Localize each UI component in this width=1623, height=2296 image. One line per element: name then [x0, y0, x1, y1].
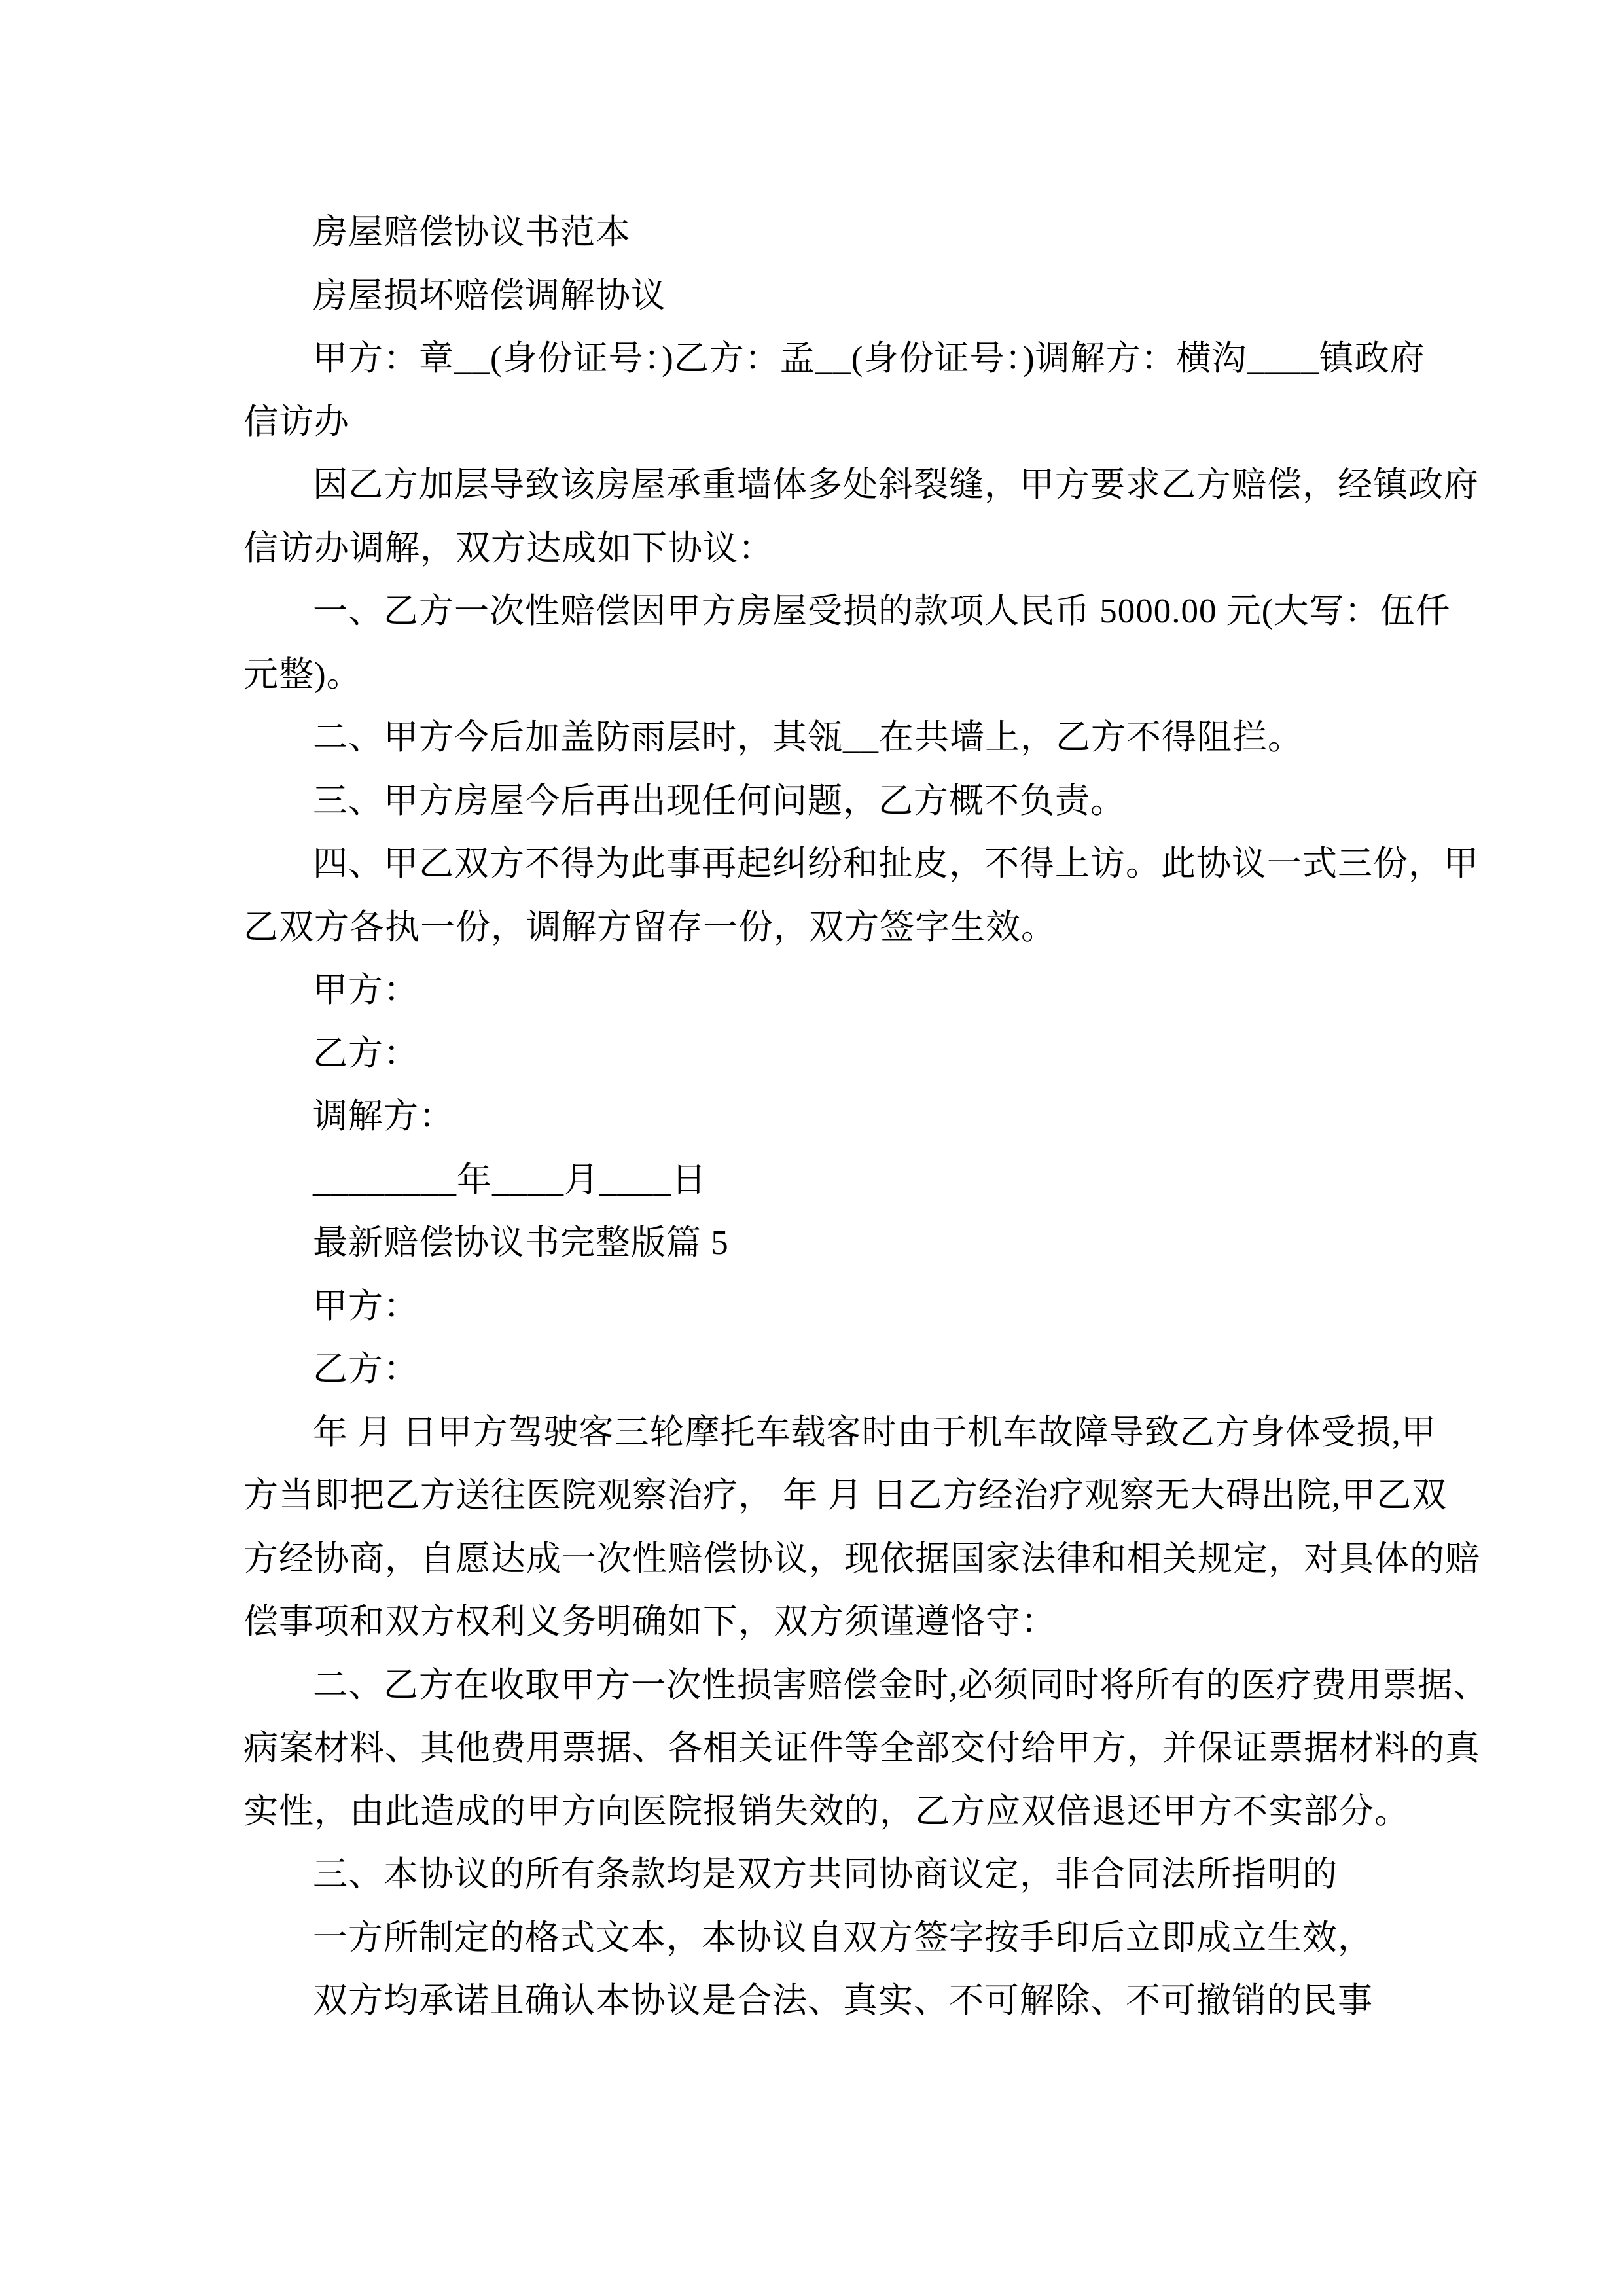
document-line: ________年____月____日 [313, 1160, 707, 1199]
document-line: 方当即把乙方送往医院观察治疗， 年 月 日乙方经治疗观察无大碍出院,甲乙双 [243, 1477, 1447, 1515]
document-line: 房屋损坏赔偿调解协议 [313, 276, 666, 315]
document-line: 信访办 [243, 403, 349, 441]
document-line: 实性，由此造成的甲方向医院报销失效的，乙方应双倍退还甲方不实部分。 [243, 1792, 1410, 1831]
document-line: 乙方： [313, 1350, 419, 1388]
document-line: 乙双方各执一份，调解方留存一份，双方签字生效。 [243, 908, 1056, 946]
document-line: 一、乙方一次性赔偿因甲方房屋受损的款项人民币 5000.00 元(大写：伍仟 [313, 592, 1451, 630]
document-line: 元整)。 [243, 655, 362, 694]
document-line: 二、甲方今后加盖防雨层时，其瓴__在共墙上，乙方不得阻拦。 [313, 719, 1303, 757]
document-line: 方经协商，自愿达成一次性赔偿协议，现依据国家法律和相关规定，对具体的赔 [243, 1539, 1480, 1578]
document-line: 双方均承诺且确认本协议是合法、真实、不可解除、不可撤销的民事 [313, 1982, 1373, 2020]
document-line: 甲方：章__(身份证号：)乙方：孟__(身份证号：)调解方：横沟____镇政府 [313, 340, 1425, 378]
document-line: 因乙方加层导致该房屋承重墙体多处斜裂缝，甲方要求乙方赔偿，经镇政府 [313, 466, 1479, 504]
document-line: 二、乙方在收取甲方一次性损害赔偿金时,必须同时将所有的医疗费用票据、 [313, 1666, 1489, 1704]
document-line: 四、甲乙双方不得为此事再起纠纷和扯皮，不得上访。此协议一式三份，甲 [313, 845, 1479, 883]
document-line: 偿事项和双方权利义务明确如下，双方须谨遵恪守： [243, 1603, 1056, 1641]
document-body [243, 201, 1489, 2033]
document-line: 调解方： [313, 1098, 454, 1136]
document-line: 三、甲方房屋今后再出现任何问题，乙方概不负责。 [313, 781, 1126, 820]
document-line: 年 月 日甲方驾驶客三轮摩托车载客时由于机车故障导致乙方身体受损,甲 [313, 1413, 1436, 1452]
document-line: 最新赔偿协议书完整版篇 5 [313, 1224, 729, 1262]
document-line: 病案材料、其他费用票据、各相关证件等全部交付给甲方，并保证票据材料的真 [243, 1729, 1480, 1767]
document-line: 信访办调解，双方达成如下协议： [243, 529, 774, 567]
document-line: 三、本协议的所有条款均是双方共同协商议定，非合同法所指明的 [313, 1856, 1338, 1893]
document-line: 甲方： [313, 971, 419, 1009]
document-line: 甲方： [313, 1287, 419, 1325]
document-line: 一方所制定的格式文本，本协议自双方签字按手印后立即成立生效， [313, 1918, 1373, 1957]
document-line: 乙方： [313, 1034, 419, 1073]
document-line: 房屋赔偿协议书范本 [313, 213, 631, 251]
